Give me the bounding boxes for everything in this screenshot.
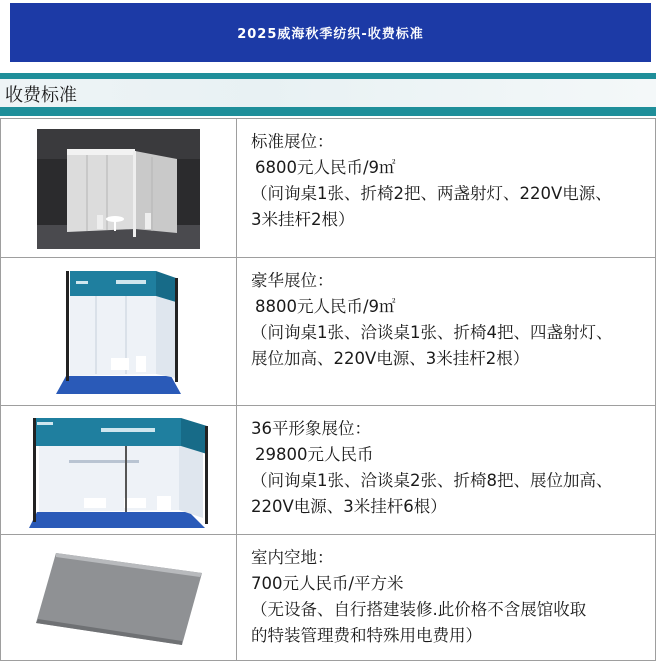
booth-detail: 展位加高、220V电源、3米挂杆2根） — [251, 349, 530, 368]
table-row — [1, 406, 656, 535]
booth-detail: 的特装管理费和特殊用电费用） — [251, 626, 482, 645]
booth-detail: （问询桌1张、洽谈桌2张、折椅8把、展位加高、 — [251, 471, 613, 490]
booth-image-cell — [1, 119, 237, 258]
booth-name: 标准展位： — [251, 132, 334, 151]
booth-info-cell — [237, 406, 656, 535]
booth-image-cell — [1, 258, 237, 406]
page-title: 2025威海秋季纺织-收费标准 — [237, 27, 424, 42]
booth-image-cell — [1, 406, 237, 535]
floor-space-render — [34, 549, 204, 645]
booth-detail: （问询桌1张、洽谈桌1张、折椅4把、四盏射灯、 — [251, 323, 613, 342]
booth-price: 8800元人民币/9㎡ — [255, 297, 396, 316]
booth-price: 6800元人民币/9㎡ — [255, 158, 396, 177]
image-booth-render — [29, 412, 209, 528]
booth-detail: 220V电源、3米挂杆6根） — [251, 497, 447, 516]
booth-image-cell — [1, 535, 237, 661]
booth-name: 豪华展位： — [251, 271, 334, 290]
booth-price: 29800元人民币 — [255, 445, 374, 464]
section-header — [0, 79, 656, 107]
divider-bottom — [0, 107, 656, 116]
luxury-booth-render — [56, 266, 181, 394]
fee-table — [0, 118, 656, 661]
table-row — [1, 258, 656, 406]
booth-detail: （无设备、自行搭建装修.此价格不含展馆收取 — [251, 600, 587, 619]
booth-detail: 3米挂杆2根） — [251, 210, 355, 229]
booth-name: 36平形象展位： — [251, 419, 371, 438]
booth-detail: （问询桌1张、折椅2把、两盏射灯、220V电源、 — [251, 184, 612, 203]
booth-price: 700元人民币/平方米 — [251, 574, 404, 593]
table-row — [1, 119, 656, 258]
standard-booth-photo — [37, 129, 200, 249]
section-title: 收费标准 — [5, 85, 77, 106]
booth-info-cell — [237, 119, 656, 258]
booth-info-cell — [237, 258, 656, 406]
booth-name: 室内空地： — [251, 548, 334, 567]
table-row — [1, 535, 656, 661]
title-banner — [10, 3, 651, 62]
booth-info-cell — [237, 535, 656, 661]
